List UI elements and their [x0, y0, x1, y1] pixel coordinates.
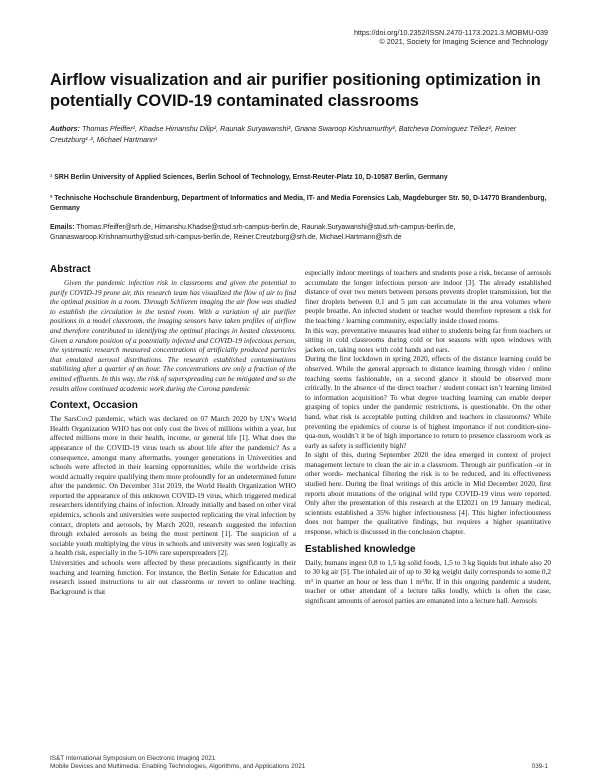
- abstract-heading: Abstract: [50, 264, 91, 275]
- footer-conference: Mobile Devices and Multimedia: Enabling Technologies, Algorithms, and Applications 2021: [50, 762, 306, 770]
- knowledge-paragraph-1: Daily, humans ingest 0,8 to 1,5 kg solid foods, 1,5 to 3 kg liquids but inhale also 20 to 30 kg air [5]. The inhaled air of up to 30 kg weight daily corresponds to some 0,2 m³ in quarter an hour or less than 1 m³/hr. If in this ongoing pandemic a student, teacher or other attendant of a lecture talks loudly, which is often the case, significant amounts of aerosol parties are emanated into a lecture hall. Aerosols: [305, 557, 551, 605]
- copyright-line: © 2021, Society for Imaging Science and Technology: [379, 36, 548, 46]
- context-heading: Context, Occasion: [50, 400, 138, 412]
- author-names: Thomas Pfeiffer¹, Khadse Himanshu Dilip², Raunak Suryawanshi², Gnana Swaroop Kishnamurthy², Batcheva Domínguez Téllez², Reiner Creutzburg¹·², Michael Hartmann¹: [50, 124, 517, 144]
- knowledge-heading: Established knowledge: [305, 543, 416, 555]
- page-footer: [50, 755, 548, 771]
- context-paragraph-5: During the first lockdown in spring 2020, effects of the distance learning could be observed. While the general approach to distance learning through video / online teaching seems fashionable, on a second glance it should be observed more critically. In the absence of the direct teacher / student contact isn’t learning limited to information acquisition? To what degree teaching learning can enable deeper grasping of topics under the pandemic restrictions, is questionable. On the other hand, what risk is acceptable putting children and teachers in classrooms? While preventing the epidemics of course is of highest importance if not condition-sine-qua-non, wouldn’t it be of high importance to return to presence classroom work as early as safety is sufficiently high?: [305, 354, 551, 450]
- paper-title: Airflow visualization and air purifier positioning optimization in potentially COVID-19 contaminated classrooms: [50, 71, 541, 110]
- affiliation-2: ² Technische Hochschule Brandenburg, Department of Informatics and Media, IT- and Media Forensics Lab, Magdeburger Str. 50, D-14770 Brandenburg, Germany: [50, 195, 547, 212]
- author-list: [50, 123, 555, 145]
- context-paragraph-6: In sight of this, during September 2020 the idea emerged in context of project management lecture to clean the air in a classroom. Through air purification -or in other words- mechanical filtering the risk is to be reduced, and its effectiveness studied here. During the final writings of this article in Mid December 2020, first reports about mutations of the original wild type COVID-19 virus were reported. Only after the presentation of this research at the EI2021 on 19 January medical, scientists established a 35% higher infectiousness [4]. This higher infectiousness does not hamper the qualitative findings, but requires a higher quantitative response, which is discussed in the conclusion chapter.: [305, 450, 551, 537]
- page-number: 039-1: [531, 762, 548, 770]
- email-addresses: Thomas.Pfeiffer@srh.de, Himanshu.Khadse@stud.srh-campus-berlin.de, Raunak.Suryawanshi@stud.srh-campus-berlin.de, Gnanaswaroop.Krishnamurthy@stud.srh-campus-berlin.de, Reiner.Creutzburg@srh.de, Michael.Hartmann@srh.de: [50, 224, 456, 241]
- doi-block: [354, 29, 548, 46]
- emails-label: Emails:: [50, 224, 75, 231]
- authors-label: Authors:: [50, 124, 80, 133]
- right-column: [305, 268, 551, 606]
- left-column: [50, 264, 296, 596]
- context-paragraph-4: In this way, preventative measures lead either to students being far from teachers or sitting in cold classrooms during cold or hot seasons with open windows with jackets on, taking notes with cold hands and ears.: [305, 325, 551, 354]
- email-list: [50, 223, 555, 242]
- context-paragraph-2: Universities and schools were affected by these precautions significantly in their teaching and learning function. For instance, the Berlin Senate for Education and research issued instructions to air out classrooms or revert to online teaching. Background is that: [50, 558, 296, 596]
- context-paragraph-3: especially indoor meetings of teachers and students pose a risk, because of aerosols accumulate the longer infectious person are indoor [3]. The already established distance of over two meters between persons prevents droplet transmission, but the finer droplets between 0,1 and 5 µm can accumulate in the area volumes where people breathe. An infected student or teacher would therefore represent a risk for the teaching / learning community, especially inside closed rooms.: [305, 268, 551, 325]
- abstract-text: Given the pandemic infection risk in classrooms and given the potential to purify COVID-19 prone air, this research team has visualized the flow of air to find the optimal position in a room. Through Schlieren imaging the air flow was studied to establish the circulation in the tested room. With a variation of air purifier positions in a model classroom, the imaging sensors have taken profiles of airflow and therefore contributed to identifying the optimal placings in heated classrooms. Given a random position of a potentially infected and COVID-19 infectious person, the systematic research measured concentrations of artificially produced particles that emulated aerosol distributions. The research established contaminations stabilizing after a quarter of an hour. The concentrations are only a fraction of the emitted effluents. In this way, the risk of superspreading can be mitigated and so the results allow continued academic work during the Corona pandemic: [50, 278, 296, 393]
- footer-symposium: IS&T International Symposium on Electronic Imaging 2021: [50, 755, 216, 762]
- doi-link[interactable]: https://doi.org/10.2352/ISSN.2470-1173.2021.3.MOBMU-039: [353, 28, 548, 37]
- context-paragraph-1: The SarsCov2 pandemic, which was declared on 07 March 2020 by UN’s World Health Organization WHO has not only cost the lives of millions within a year, but affected millions more in their health, income, or general life [1]. What does the appearance of the COVID-19 virus teach us about life after the pandemic? As a consequence, amongst many aftermaths, younger generations in Universities and schools were affected in their learning opportunities, while the worldwide crisis would actually require qualifying them more profoundly for an undetermined future after the pandemic. On December 31st 2019, the World Health Organization WHO reported the appearance of this unknown COVID-19 virus, which triggered medical researchers identifying chains of infection. Already initially and based on other viral epidemics, schools and universities were suspected replicating the viral infection by contact, droplets and aerosols, by March 2020, research suggested the infection through exhaled aerosols as being the most pertinent [1]. The suspicion of a sociable youth multiplying the virus in schools and university was seen logically as a health risk, especially in the 5-10% rare superspreaders [2].: [50, 414, 296, 558]
- affiliation-1: ¹ SRH Berlin University of Applied Sciences, Berlin School of Technology, Ernst-Reuter-Platz 10, D-10587 Berlin, Germany: [50, 174, 448, 181]
